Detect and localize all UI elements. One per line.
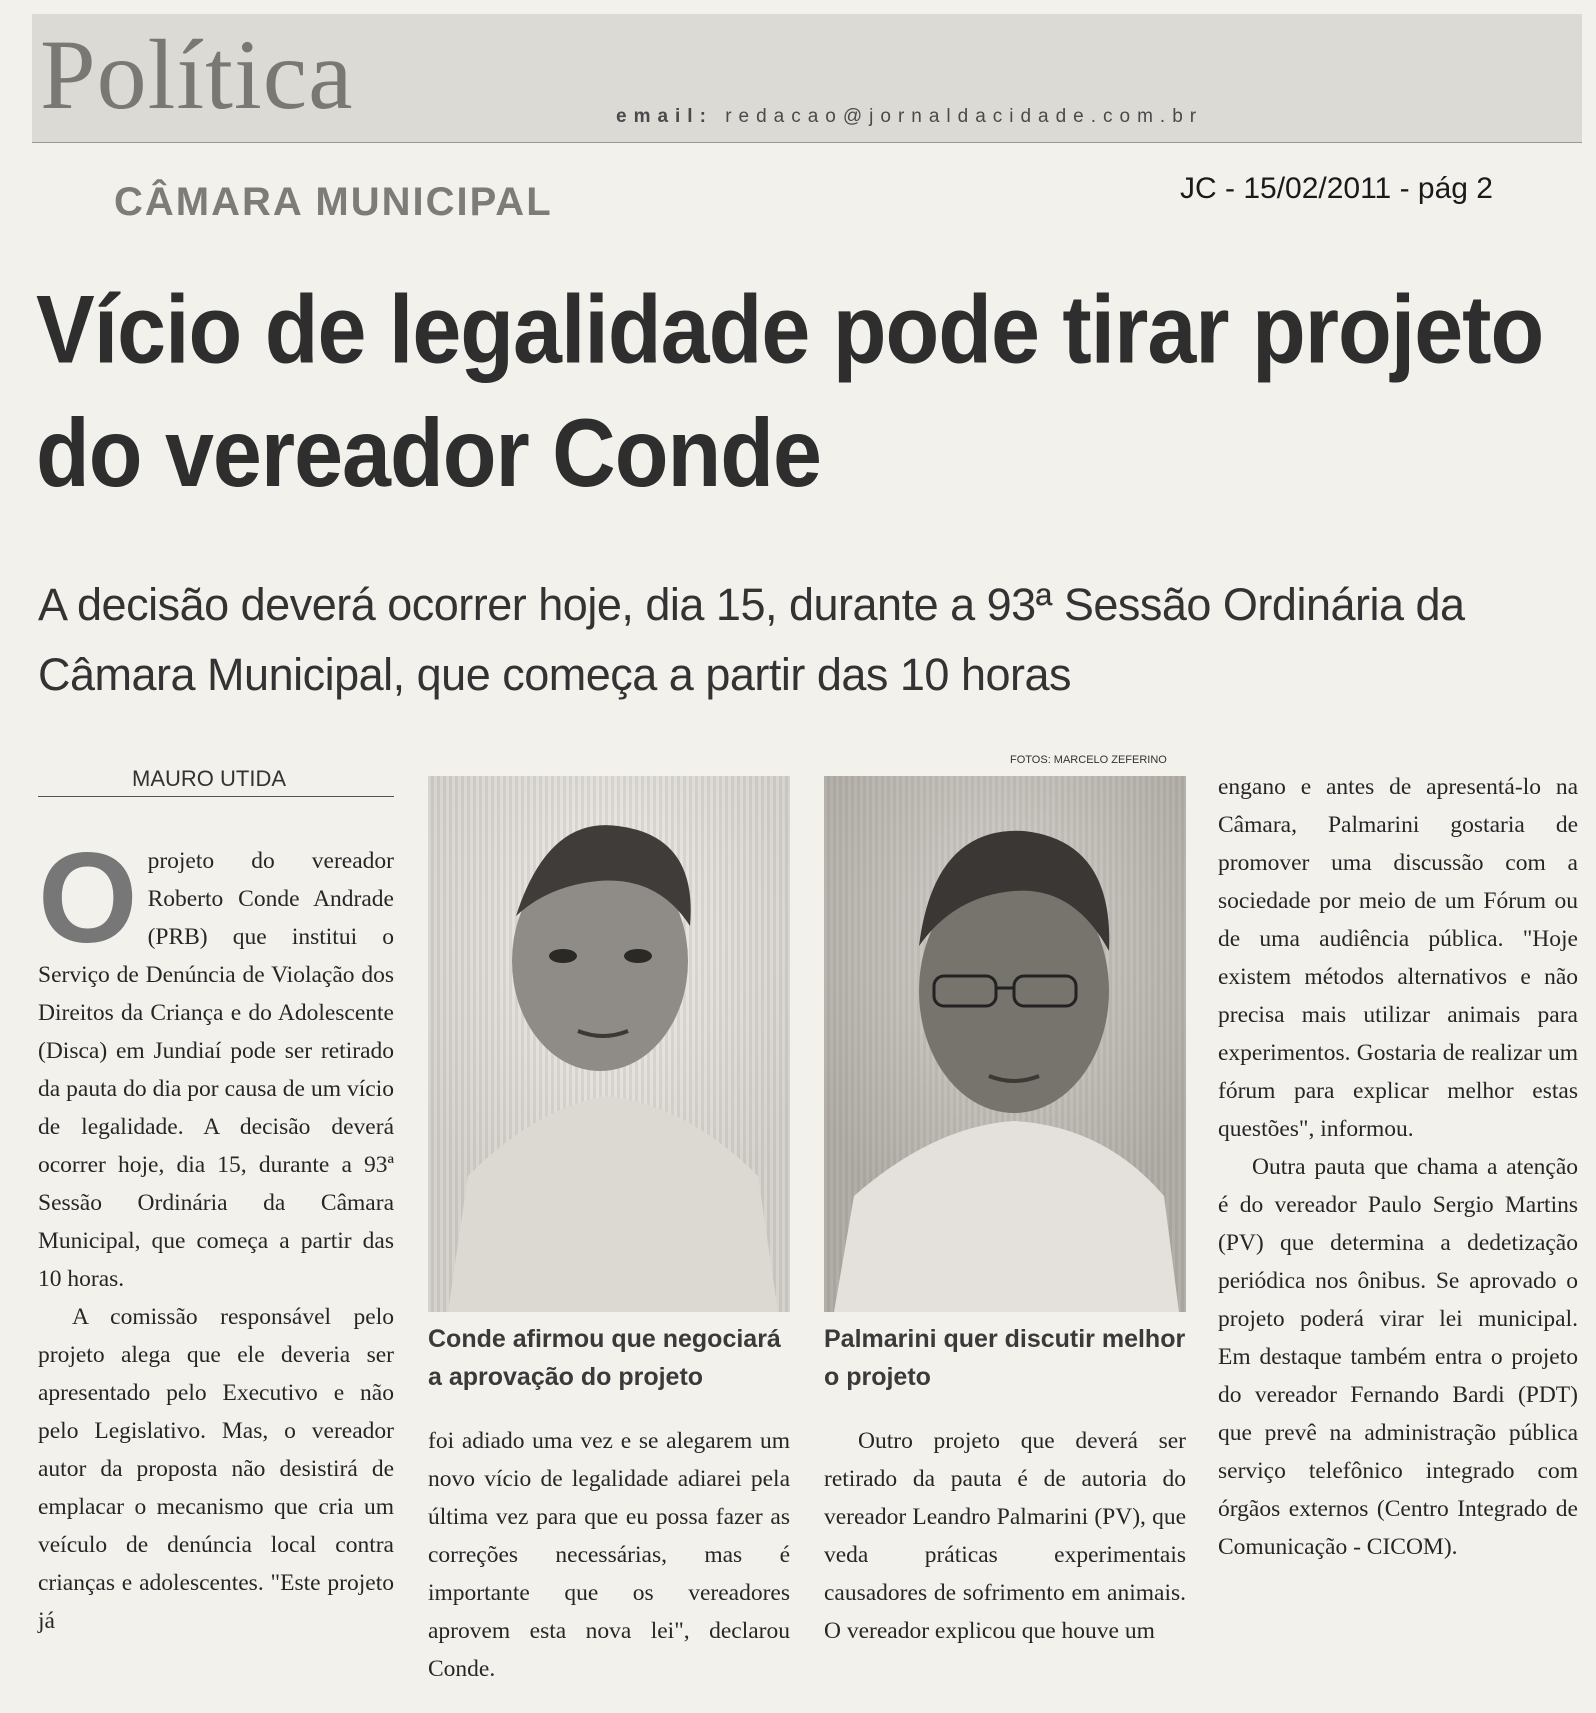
article-paragraph: Outra pauta que chama a atenção é do vereador Paulo Sergio Martins (PV) que determina a dedetização periódica nos ônibus. Se aprovado o projeto poderá virar lei municipal. Em destaque também entra o projeto do vereador Fernando Bardi (PDT) que prevê na administração pública serviço telefônico integrado com órgãos externos (Centro Integrado de Comunicação - CICOM). (1218, 1154, 1578, 1560)
email-label: email: (616, 106, 713, 127)
subheadline: A decisão deverá ocorrer hoje, dia 15, durante a 93ª Sessão Ordinária da Câmara Municipal, que começa a partir das 10 horas (38, 579, 1465, 700)
photo-caption: Conde afirmou que negociará a aprovação do projeto (428, 1325, 781, 1391)
portrait-illustration (428, 776, 790, 1312)
email-address: redacao@jornaldacidade.com.br (725, 106, 1204, 127)
photo-caption: Palmarini quer discutir melhor o projeto (824, 1325, 1186, 1391)
photo-credit: FOTOS: MARCELO ZEFERINO (1010, 754, 1167, 766)
article-column-2 (428, 1422, 790, 1688)
article-column-1 (38, 827, 394, 1640)
masthead (32, 14, 1582, 143)
photo-conde (428, 776, 790, 1312)
article-paragraph: A comissão responsável pelo projeto alega que ele deveria ser apresentado pelo Executivo e não pelo Legislativo. Mas, o vereador autor da proposta não desistirá de emplacar o mecanismo que cria um veículo de denúncia local contra crianças e adolescentes. "Este projeto já (38, 1304, 394, 1634)
article-paragraph: foi adiado uma vez e se alegarem um novo vício de legalidade adiarei pela última vez para que eu possa fazer as correções necessárias, mas é importante que os vereadores aprovem esta nova lei", declarou Conde. (428, 1428, 790, 1682)
photo-palmarini (824, 776, 1186, 1312)
email-line (616, 106, 1203, 128)
drop-cap: O (38, 827, 138, 970)
article-column-4 (1218, 768, 1578, 1566)
headline: Vício de legalidade pode tirar projeto do vereador Conde (36, 274, 1544, 507)
article-paragraph (38, 827, 394, 1298)
portrait-illustration (824, 776, 1186, 1312)
article-paragraph: engano e antes de apresentá-lo na Câmara, Palmarini gostaria de promover uma discussão com a sociedade por meio de um Fórum ou de uma audiência pública. "Hoje existem métodos alternativos e não precisa mais utilizar animais para experimentos. Gostaria de realizar um fórum para explicar melhor estas questões", informou. (1218, 774, 1578, 1142)
article-column-3 (824, 1422, 1186, 1650)
section-title: Política (40, 19, 354, 130)
kicker: CÂMARA MUNICIPAL (114, 180, 553, 224)
byline: MAURO UTIDA (38, 766, 394, 797)
article-paragraph: Outro projeto que deverá ser retirado da pauta é de autoria do vereador Leandro Palmarini (PV), que veda práticas experimentais causadores de sofrimento em animais. O vereador explicou que houve um (824, 1428, 1186, 1644)
clipping-reference: JC - 15/02/2011 - pág 2 (1180, 172, 1493, 205)
paragraph-text: projeto do vereador Roberto Conde Andrade (PRB) que institui o Serviço de Denúncia de Violação dos Direitos da Criança e do Adolescente (Disca) em Jundiaí pode ser retirado da pauta do dia por causa de um vício de legalidade. A decisão deverá ocorrer hoje, dia 15, durante a 93ª Sessão Ordinária da Câmara Municipal, que começa a partir das 10 horas. (38, 848, 394, 1292)
